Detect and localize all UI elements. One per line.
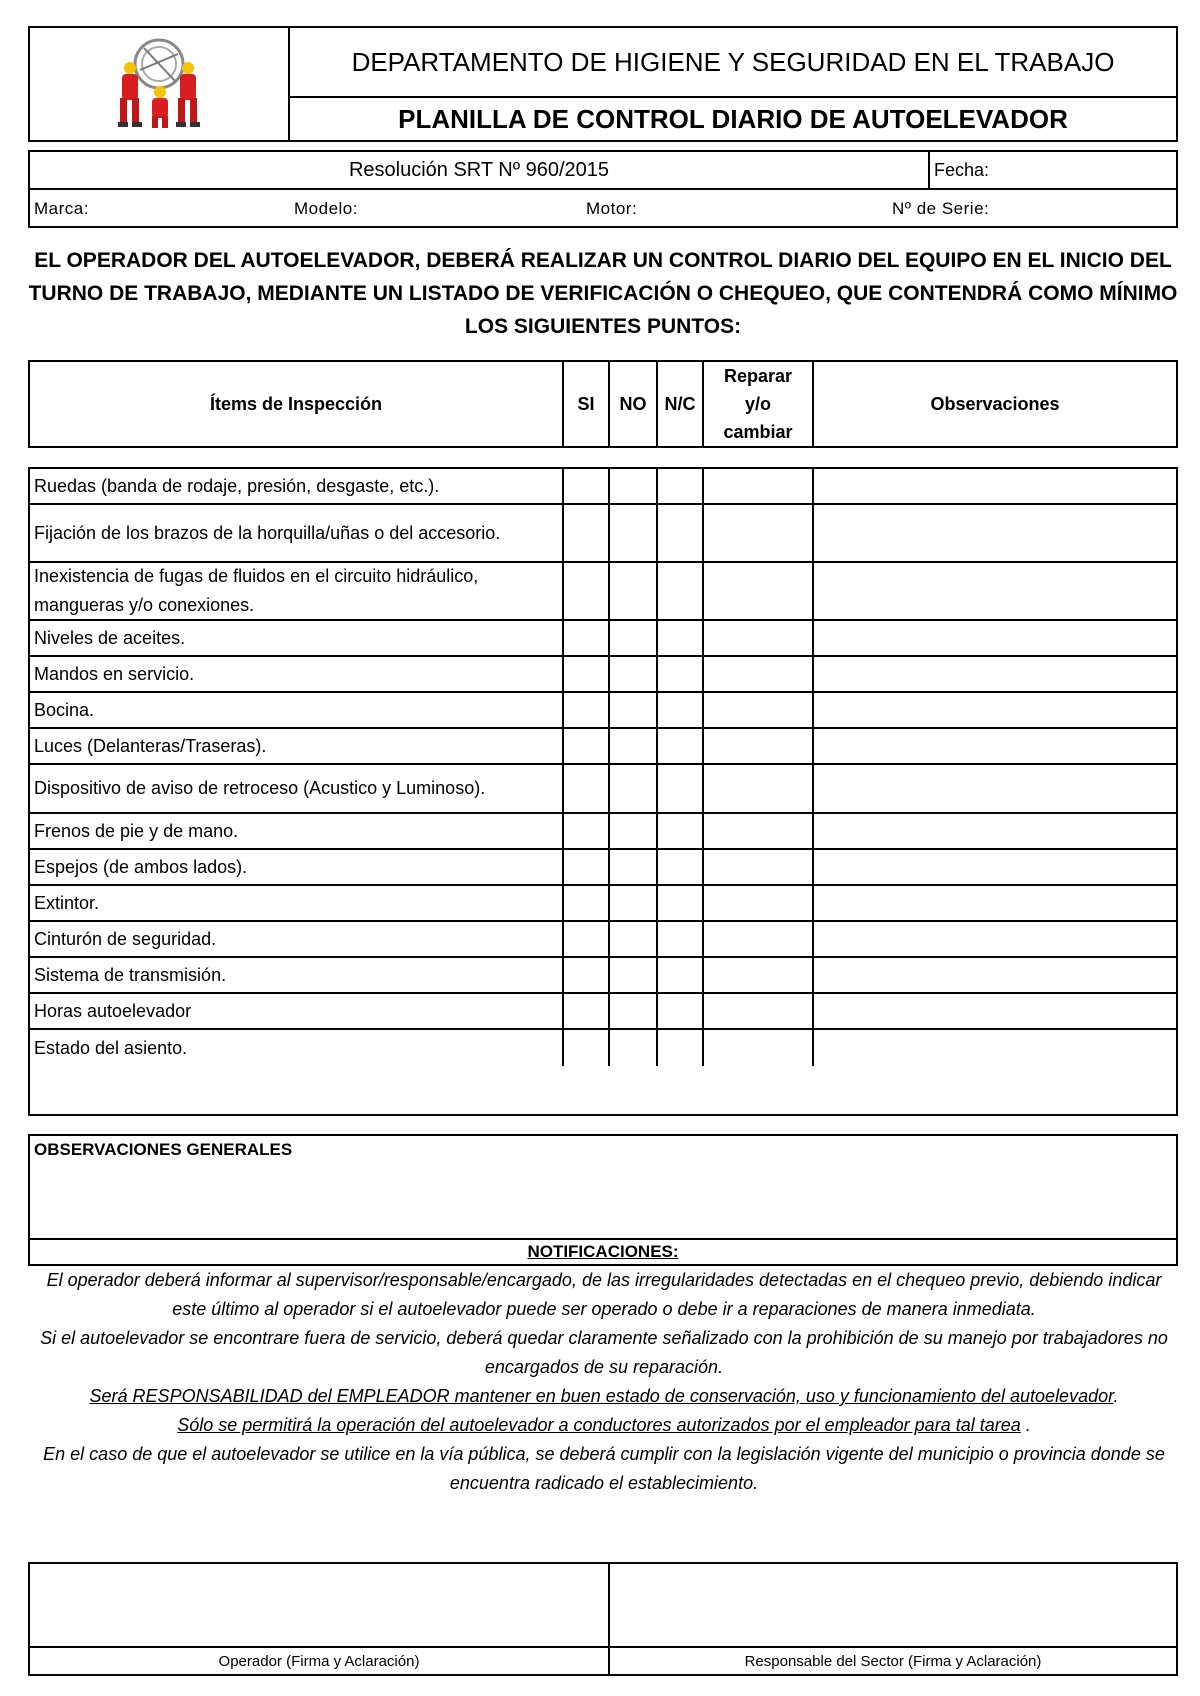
inspection-row xyxy=(30,1030,1176,1066)
reparar-checkbox[interactable] xyxy=(704,729,814,763)
motor-field[interactable]: Motor: xyxy=(586,199,638,218)
no-checkbox[interactable] xyxy=(610,922,658,956)
observaciones-cell[interactable] xyxy=(814,729,1176,763)
equipment-info xyxy=(28,150,1178,228)
marca-field[interactable]: Marca: xyxy=(34,199,89,218)
nc-checkbox[interactable] xyxy=(658,729,704,763)
inspection-item-label: Mandos en servicio. xyxy=(34,663,195,684)
nc-checkbox[interactable] xyxy=(658,765,704,812)
item-cell xyxy=(30,469,564,503)
intro-instructions: EL OPERADOR DEL AUTOELEVADOR, DEBERÁ REALIZAR UN CONTROL DIARIO DEL EQUIPO EN EL INICIO DEL TURNO DE TRABAJO, MEDIANTE UN LISTADO DE VERIFICACIÓN O CHEQUEO, QUE CONTENDRÁ COMO MÍNIMO LOS SIGUIENTES PUNTOS: xyxy=(28,249,1178,338)
responsable-signature-box[interactable] xyxy=(610,1564,1176,1648)
no-checkbox[interactable] xyxy=(610,958,658,992)
notif-punct: . xyxy=(1113,1386,1119,1406)
inspection-row xyxy=(30,886,1176,922)
inspection-item-label: Extintor. xyxy=(34,892,100,913)
notif-paragraph xyxy=(32,1411,1176,1440)
inspection-row xyxy=(30,657,1176,693)
no-checkbox[interactable] xyxy=(610,814,658,848)
inspection-row xyxy=(30,850,1176,886)
inspection-row xyxy=(30,814,1176,850)
notif-underlined: Será RESPONSABILIDAD del EMPLEADOR mantener en buen estado de conservación, uso y funcionamiento del autoelevador xyxy=(89,1386,1114,1406)
si-checkbox[interactable] xyxy=(564,469,610,503)
observaciones-cell[interactable] xyxy=(814,505,1176,561)
observaciones-cell[interactable] xyxy=(814,657,1176,691)
nc-checkbox[interactable] xyxy=(658,563,704,619)
notificaciones-body xyxy=(32,1266,1176,1498)
inspection-item-label: Espejos (de ambos lados). xyxy=(34,856,248,877)
form-title: PLANILLA DE CONTROL DIARIO DE AUTOELEVADOR xyxy=(398,103,1068,134)
observaciones-cell[interactable] xyxy=(814,1030,1176,1066)
reparar-checkbox[interactable] xyxy=(704,922,814,956)
inspection-row xyxy=(30,765,1176,814)
observaciones-cell[interactable] xyxy=(814,563,1176,619)
si-checkbox[interactable] xyxy=(564,765,610,812)
nc-checkbox[interactable] xyxy=(658,505,704,561)
si-checkbox[interactable] xyxy=(564,729,610,763)
header-reparar: Reparar y/o cambiar xyxy=(704,362,814,446)
inspection-row xyxy=(30,563,1176,621)
notif-paragraph xyxy=(32,1382,1176,1411)
operador-signature-label: Operador (Firma y Aclaración) xyxy=(30,1648,610,1674)
no-checkbox[interactable] xyxy=(610,729,658,763)
reparar-checkbox[interactable] xyxy=(704,958,814,992)
si-checkbox[interactable] xyxy=(564,505,610,561)
observaciones-cell[interactable] xyxy=(814,814,1176,848)
reparar-checkbox[interactable] xyxy=(704,621,814,655)
observaciones-cell[interactable] xyxy=(814,693,1176,727)
nc-checkbox[interactable] xyxy=(658,814,704,848)
inspection-row xyxy=(30,922,1176,958)
inspection-item-label: Cinturón de seguridad. xyxy=(34,928,217,949)
operador-signature-box[interactable] xyxy=(30,1564,610,1648)
reparar-checkbox[interactable] xyxy=(704,563,814,619)
logo-cell xyxy=(30,28,290,140)
reparar-checkbox[interactable] xyxy=(704,505,814,561)
reparar-checkbox[interactable] xyxy=(704,765,814,812)
inspection-item-label: Frenos de pie y de mano. xyxy=(34,820,239,841)
header-items: Ítems de Inspección xyxy=(30,362,564,446)
inspection-row xyxy=(30,729,1176,765)
no-checkbox[interactable] xyxy=(610,657,658,691)
nc-checkbox[interactable] xyxy=(658,469,704,503)
no-checkbox[interactable] xyxy=(610,505,658,561)
nc-checkbox[interactable] xyxy=(658,886,704,920)
item-cell xyxy=(30,814,564,848)
item-cell xyxy=(30,1030,564,1066)
nc-checkbox[interactable] xyxy=(658,693,704,727)
item-cell xyxy=(30,693,564,727)
no-checkbox[interactable] xyxy=(610,765,658,812)
nc-checkbox[interactable] xyxy=(658,621,704,655)
inspection-item-label: Sistema de transmisión. xyxy=(34,964,227,985)
item-cell xyxy=(30,505,564,561)
si-checkbox[interactable] xyxy=(564,994,610,1028)
si-checkbox[interactable] xyxy=(564,657,610,691)
inspection-item-label: Fijación de los brazos de la horquilla/uñas o del accesorio. xyxy=(34,522,501,543)
inspection-table-body xyxy=(28,467,1178,1116)
no-checkbox[interactable] xyxy=(610,621,658,655)
inspection-item-label: Horas autoelevador xyxy=(34,1000,192,1021)
observaciones-cell[interactable] xyxy=(814,765,1176,812)
inspection-row xyxy=(30,621,1176,657)
inspection-table-header xyxy=(28,360,1178,448)
resolution-text: Resolución SRT Nº 960/2015 xyxy=(30,152,930,190)
inspection-row xyxy=(30,469,1176,505)
item-cell xyxy=(30,850,564,884)
nc-checkbox[interactable] xyxy=(658,994,704,1028)
observaciones-cell[interactable] xyxy=(814,621,1176,655)
notificaciones-title: NOTIFICACIONES: xyxy=(28,1238,1178,1266)
header-observaciones: Observaciones xyxy=(930,393,1060,414)
department-title: DEPARTAMENTO DE HIGIENE Y SEGURIDAD EN EL TRABAJO xyxy=(290,28,1176,98)
item-cell xyxy=(30,994,564,1028)
si-checkbox[interactable] xyxy=(564,1030,610,1066)
no-checkbox[interactable] xyxy=(610,563,658,619)
no-checkbox[interactable] xyxy=(610,693,658,727)
item-cell xyxy=(30,922,564,956)
observaciones-cell[interactable] xyxy=(814,850,1176,884)
inspection-item-label: Inexistencia de fugas de fluidos en el circuito hidráulico, mangueras y/o conexiones. xyxy=(34,566,479,615)
item-cell xyxy=(30,886,564,920)
nc-checkbox[interactable] xyxy=(658,1030,704,1066)
inspection-item-label: Estado del asiento. xyxy=(34,1037,188,1058)
reparar-checkbox[interactable] xyxy=(704,814,814,848)
reparar-checkbox[interactable] xyxy=(704,994,814,1028)
inspection-item-label: Luces (Delanteras/Traseras). xyxy=(34,735,267,756)
no-checkbox[interactable] xyxy=(610,850,658,884)
item-cell xyxy=(30,958,564,992)
inspection-row xyxy=(30,693,1176,729)
nc-checkbox[interactable] xyxy=(658,922,704,956)
item-cell xyxy=(30,765,564,812)
fecha-field[interactable]: Fecha: xyxy=(930,152,1176,190)
observaciones-generales[interactable]: OBSERVACIONES GENERALES xyxy=(28,1134,1178,1238)
reparar-checkbox[interactable] xyxy=(704,886,814,920)
serie-field[interactable]: Nº de Serie: xyxy=(892,199,990,218)
header-no: NO xyxy=(610,362,658,446)
si-checkbox[interactable] xyxy=(564,814,610,848)
inspection-item-label: Dispositivo de aviso de retroceso (Acustico y Luminoso). xyxy=(34,778,486,798)
observaciones-cell[interactable] xyxy=(814,886,1176,920)
notif-paragraph: Si el autoelevador se encontrare fuera de servicio, deberá quedar claramente señalizado con la prohibición de su manejo por trabajadores no encargados de su reparación. xyxy=(40,1328,1168,1377)
reparar-checkbox[interactable] xyxy=(704,693,814,727)
si-checkbox[interactable] xyxy=(564,850,610,884)
observaciones-cell[interactable] xyxy=(814,958,1176,992)
si-checkbox[interactable] xyxy=(564,958,610,992)
item-cell xyxy=(30,563,564,619)
inspection-item-label: Bocina. xyxy=(34,699,95,720)
item-cell xyxy=(30,657,564,691)
reparar-checkbox[interactable] xyxy=(704,469,814,503)
inspection-row xyxy=(30,958,1176,994)
observaciones-cell[interactable] xyxy=(814,922,1176,956)
header-nc: N/C xyxy=(658,362,704,446)
si-checkbox[interactable] xyxy=(564,621,610,655)
reparar-checkbox[interactable] xyxy=(704,1030,814,1066)
signature-block xyxy=(28,1562,1178,1676)
si-checkbox[interactable] xyxy=(564,922,610,956)
inspection-item-label: Ruedas (banda de rodaje, presión, desgaste, etc.). xyxy=(34,475,440,496)
item-cell xyxy=(30,729,564,763)
nc-checkbox[interactable] xyxy=(658,958,704,992)
no-checkbox[interactable] xyxy=(610,994,658,1028)
inspection-row xyxy=(30,994,1176,1030)
nc-checkbox[interactable] xyxy=(658,850,704,884)
notif-paragraph: En el caso de que el autoelevador se utilice en la vía pública, se deberá cumplir con la legislación vigente del municipio o provincia donde se encuentra radicado el establecimiento. xyxy=(43,1444,1165,1493)
notif-paragraph: El operador deberá informar al supervisor/responsable/encargado, de las irregularidades detectadas en el chequeo previo, debiendo indicar este último al operador si el autoelevador puede ser operado o debe ir a reparaciones de manera inmediata. xyxy=(46,1270,1162,1319)
no-checkbox[interactable] xyxy=(610,469,658,503)
reparar-checkbox[interactable] xyxy=(704,850,814,884)
reparar-checkbox[interactable] xyxy=(704,657,814,691)
safety-workers-logo-icon xyxy=(104,34,214,134)
no-checkbox[interactable] xyxy=(610,886,658,920)
notif-punct: . xyxy=(1020,1415,1031,1435)
item-cell xyxy=(30,621,564,655)
inspection-row xyxy=(30,505,1176,563)
form-header xyxy=(28,26,1178,142)
responsable-signature-label: Responsable del Sector (Firma y Aclaración) xyxy=(744,1652,1042,1670)
observaciones-cell[interactable] xyxy=(814,994,1176,1028)
notif-underlined: Sólo se permitirá la operación del autoelevador a conductores autorizados por el empleador para tal tarea xyxy=(177,1415,1021,1435)
inspection-item-label: Niveles de aceites. xyxy=(34,627,186,648)
si-checkbox[interactable] xyxy=(564,693,610,727)
observaciones-cell[interactable] xyxy=(814,469,1176,503)
si-checkbox[interactable] xyxy=(564,563,610,619)
nc-checkbox[interactable] xyxy=(658,657,704,691)
header-si: SI xyxy=(564,362,610,446)
si-checkbox[interactable] xyxy=(564,886,610,920)
modelo-field[interactable]: Modelo: xyxy=(294,199,358,218)
no-checkbox[interactable] xyxy=(610,1030,658,1066)
